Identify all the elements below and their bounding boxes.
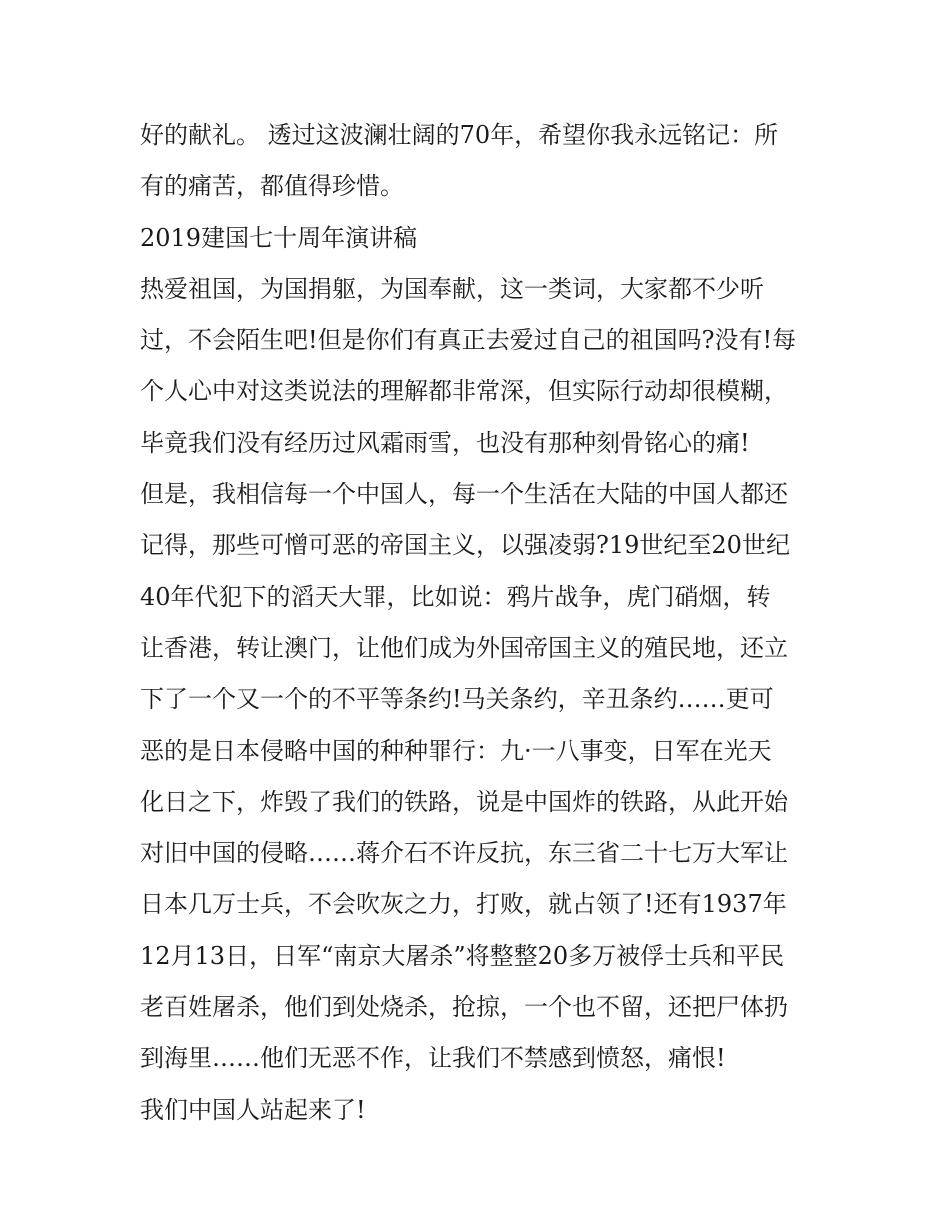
text-line: 对旧中国的侵略……蒋介石不许反抗，东三省二十七万大军让 (140, 839, 788, 868)
text-line: 让香港，转让澳门，让他们成为外国帝国主义的殖民地，还立 (140, 633, 788, 662)
text-line: 有的痛苦，都值得珍惜。 (140, 172, 404, 201)
text-line: 过，不会陌生吧!但是你们有真正去爱过自己的祖国吗?没有!每 (140, 326, 797, 355)
text-line: 热爱祖国，为国捐躯，为国奉献，这一类词，大家都不少听 (140, 274, 764, 303)
text-line: 下了一个又一个的不平等条约!马关条约，辛丑条约……更可 (140, 685, 774, 714)
text-line: 恶的是日本侵略中国的种种罪行：九·一八事变，日军在光天 (140, 736, 772, 765)
text-line: 化日之下，炸毁了我们的铁路，说是中国炸的铁路，从此开始 (140, 787, 788, 816)
speech-title: 2019建国七十周年演讲稿 (140, 223, 418, 252)
text-line: 毕竟我们没有经历过风霜雨雪，也没有那种刻骨铭心的痛! (140, 428, 750, 457)
text-line: 我们中国人站起来了! (140, 1095, 366, 1124)
text-line: 好的献礼。 透过这波澜壮阔的70年，希望你我永远铭记：所 (140, 121, 779, 149)
text-line: 12月13日，日军“南京大屠杀”将整整20多万被俘士兵和平民 (140, 941, 785, 970)
text-line: 到海里……他们无恶不作，让我们不禁感到愤怒，痛恨! (140, 1044, 726, 1073)
text-line: 日本几万士兵，不会吹灰之力，打败，就占领了!还有1937年 (140, 890, 787, 919)
document-body (140, 110, 830, 1136)
text-line: 记得，那些可憎可恶的帝国主义，以强凌弱?19世纪至20世纪 (140, 531, 790, 560)
text-line: 老百姓屠杀，他们到处烧杀，抢掠，一个也不留，还把尸体扔 (140, 993, 788, 1022)
text-line: 个人心中对这类说法的理解都非常深，但实际行动却很模糊， (140, 377, 788, 406)
text-line: 40年代犯下的滔天大罪，比如说：鸦片战争，虎门硝烟，转 (140, 582, 771, 611)
text-line: 但是，我相信每一个中国人，每一个生活在大陆的中国人都还 (140, 480, 788, 509)
